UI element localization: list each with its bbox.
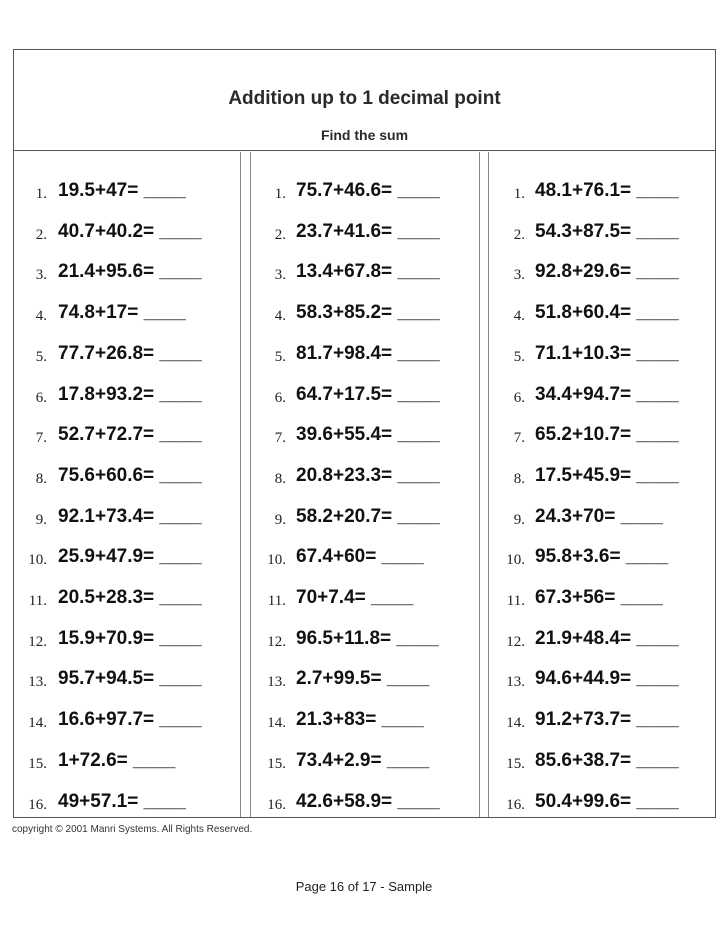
problem-expression: 95.8+3.6= ____ [535,546,669,568]
problem-expression: 40.7+40.2= ____ [58,220,202,242]
problem-item [251,343,479,373]
problem-item [251,668,479,698]
problem-number: 9. [274,511,286,528]
problem-number: 9. [513,511,525,528]
problem-number: 6. [513,389,525,406]
problem-item [489,465,717,495]
problem-number: 7. [274,430,286,447]
problem-number: 7. [513,430,525,447]
problem-item [251,506,479,536]
problem-item [14,587,240,617]
problem-expression: 67.4+60= ____ [296,546,424,568]
problem-item [489,384,717,414]
problem-number: 4. [513,308,525,325]
problem-number: 11. [28,593,47,609]
problem-number: 4. [35,308,47,325]
problem-item [489,791,717,821]
problem-column-3 [488,152,717,817]
problem-item [251,424,479,454]
problem-expression: 21.9+48.4= ____ [535,627,679,649]
problem-expression: 21.3+83= ____ [296,709,424,731]
problem-expression: 73.4+2.9= ____ [296,749,430,771]
problem-item [14,668,240,698]
problem-item [14,791,240,821]
problem-item [489,221,717,251]
problem-item [251,261,479,291]
problem-expression: 58.3+85.2= ____ [296,302,440,324]
problem-expression: 20.5+28.3= ____ [58,587,202,608]
problem-number: 16. [28,796,47,813]
problem-expression: 24.3+70= ____ [535,505,663,527]
problem-number: 14. [267,715,286,732]
problem-item [489,587,717,617]
problem-expression: 64.7+17.5= ____ [296,383,440,405]
problem-item [14,628,240,658]
problem-item [489,750,717,780]
problem-expression: 75.6+60.6= ____ [58,464,202,486]
problem-number: 15. [506,755,525,772]
page-footer: Page 16 of 17 - Sample [295,879,433,894]
problem-number: 13. [267,674,286,691]
problem-item [14,424,240,454]
problem-number: 2. [513,226,525,243]
problem-item [251,180,479,210]
problem-expression: 52.7+72.7= ____ [58,424,202,446]
problem-expression: 15.9+70.9= ____ [58,627,202,649]
problem-item [14,302,240,332]
problem-item [14,343,240,373]
problem-item [251,221,479,251]
problem-item [14,465,240,495]
problem-number: 16. [267,796,286,813]
problem-number: 3. [35,267,47,284]
problem-expression: 34.4+94.7= ____ [535,383,679,405]
problem-number: 14. [506,715,525,732]
problem-item [14,221,240,251]
problem-number: 13. [28,674,47,691]
problem-expression: 21.4+95.6= ____ [58,261,202,283]
problem-item [489,546,717,576]
problem-column-2 [250,152,480,817]
problem-item [489,343,717,373]
problem-item [489,180,717,210]
problem-number: 2. [35,226,47,243]
problem-expression: 17.5+45.9= ____ [535,464,679,486]
problem-number: 7. [35,430,47,447]
problem-expression: 1+72.6= ____ [58,749,176,771]
problem-expression: 58.2+20.7= ____ [296,505,440,527]
problem-expression: 67.3+56= ____ [535,587,663,608]
problem-number: 2. [274,226,286,243]
problem-expression: 77.7+26.8= ____ [58,342,202,364]
problem-number: 11. [506,593,525,609]
problem-expression: 42.6+58.9= ____ [296,790,440,812]
problem-item [14,709,240,739]
problem-item [489,668,717,698]
problem-number: 12. [506,633,525,650]
problem-expression: 92.8+29.6= ____ [535,261,679,283]
problem-expression: 49+57.1= ____ [58,790,186,812]
problem-item [14,546,240,576]
problem-number: 3. [274,267,286,284]
problem-expression: 39.6+55.4= ____ [296,424,440,446]
problem-expression: 92.1+73.4= ____ [58,505,202,527]
problem-expression: 71.1+10.3= ____ [535,342,679,364]
problem-number: 12. [267,633,286,650]
problem-item [14,506,240,536]
problem-number: 3. [513,267,525,284]
problem-expression: 50.4+99.6= ____ [535,790,679,812]
problem-number: 8. [513,470,525,487]
problem-number: 10. [267,552,286,569]
problem-expression: 96.5+11.8= ____ [296,627,439,649]
problem-item [489,709,717,739]
problem-expression: 23.7+41.6= ____ [296,220,440,242]
problem-expression: 16.6+97.7= ____ [58,709,202,731]
problem-number: 10. [506,552,525,569]
problem-item [489,302,717,332]
problem-number: 15. [267,755,286,772]
problem-expression: 17.8+93.2= ____ [58,383,202,405]
problem-item [251,302,479,332]
problem-expression: 65.2+10.7= ____ [535,424,679,446]
problem-expression: 81.7+98.4= ____ [296,342,440,364]
problem-expression: 75.7+46.6= ____ [296,180,440,201]
worksheet-header [14,50,715,151]
problem-item [251,750,479,780]
problem-expression: 2.7+99.5= ____ [296,668,430,690]
problem-number: 6. [35,389,47,406]
problem-expression: 74.8+17= ____ [58,302,186,324]
problem-number: 10. [28,552,47,569]
problem-number: 14. [28,715,47,732]
problem-item [489,261,717,291]
problem-number: 1. [274,186,286,202]
problem-expression: 70+7.4= ____ [296,587,414,608]
problem-number: 1. [35,186,47,202]
problem-expression: 20.8+23.3= ____ [296,464,440,486]
problem-expression: 94.6+44.9= ____ [535,668,679,690]
problem-item [251,587,479,617]
problem-expression: 19.5+47= ____ [58,180,186,201]
worksheet-instructions: Find the sum [320,127,409,143]
problem-item [489,628,717,658]
problem-item [251,709,479,739]
problem-number: 8. [35,470,47,487]
problem-expression: 95.7+94.5= ____ [58,668,202,690]
problem-number: 9. [35,511,47,528]
problem-number: 15. [28,755,47,772]
problem-item [14,261,240,291]
problem-expression: 51.8+60.4= ____ [535,302,679,324]
worksheet [13,49,716,818]
problem-expression: 48.1+76.1= ____ [535,180,679,201]
problem-number: 13. [506,674,525,691]
problem-item [251,546,479,576]
copyright-notice: copyright © 2001 Manri Systems. All Rights Reserved. [12,824,253,835]
problem-expression: 13.4+67.8= ____ [296,261,440,283]
problem-item [251,628,479,658]
problem-number: 11. [267,593,286,609]
problem-item [251,465,479,495]
problem-expression: 91.2+73.7= ____ [535,709,679,731]
problem-expression: 25.9+47.9= ____ [58,546,202,568]
problem-item [14,384,240,414]
problem-column-1 [14,152,241,817]
worksheet-title: Addition up to 1 decimal point [228,88,501,109]
problem-number: 1. [513,186,525,202]
problem-number: 8. [274,470,286,487]
problem-number: 6. [274,389,286,406]
problem-expression: 85.6+38.7= ____ [535,749,679,771]
problem-item [14,180,240,210]
problem-number: 5. [35,348,47,365]
problem-item [489,506,717,536]
problem-number: 4. [274,308,286,325]
problem-number: 12. [28,633,47,650]
problem-item [251,791,479,821]
problem-item [14,750,240,780]
problem-number: 16. [506,796,525,813]
problem-expression: 54.3+87.5= ____ [535,220,679,242]
problem-number: 5. [274,348,286,365]
problem-number: 5. [513,348,525,365]
problem-item [489,424,717,454]
problem-item [251,384,479,414]
